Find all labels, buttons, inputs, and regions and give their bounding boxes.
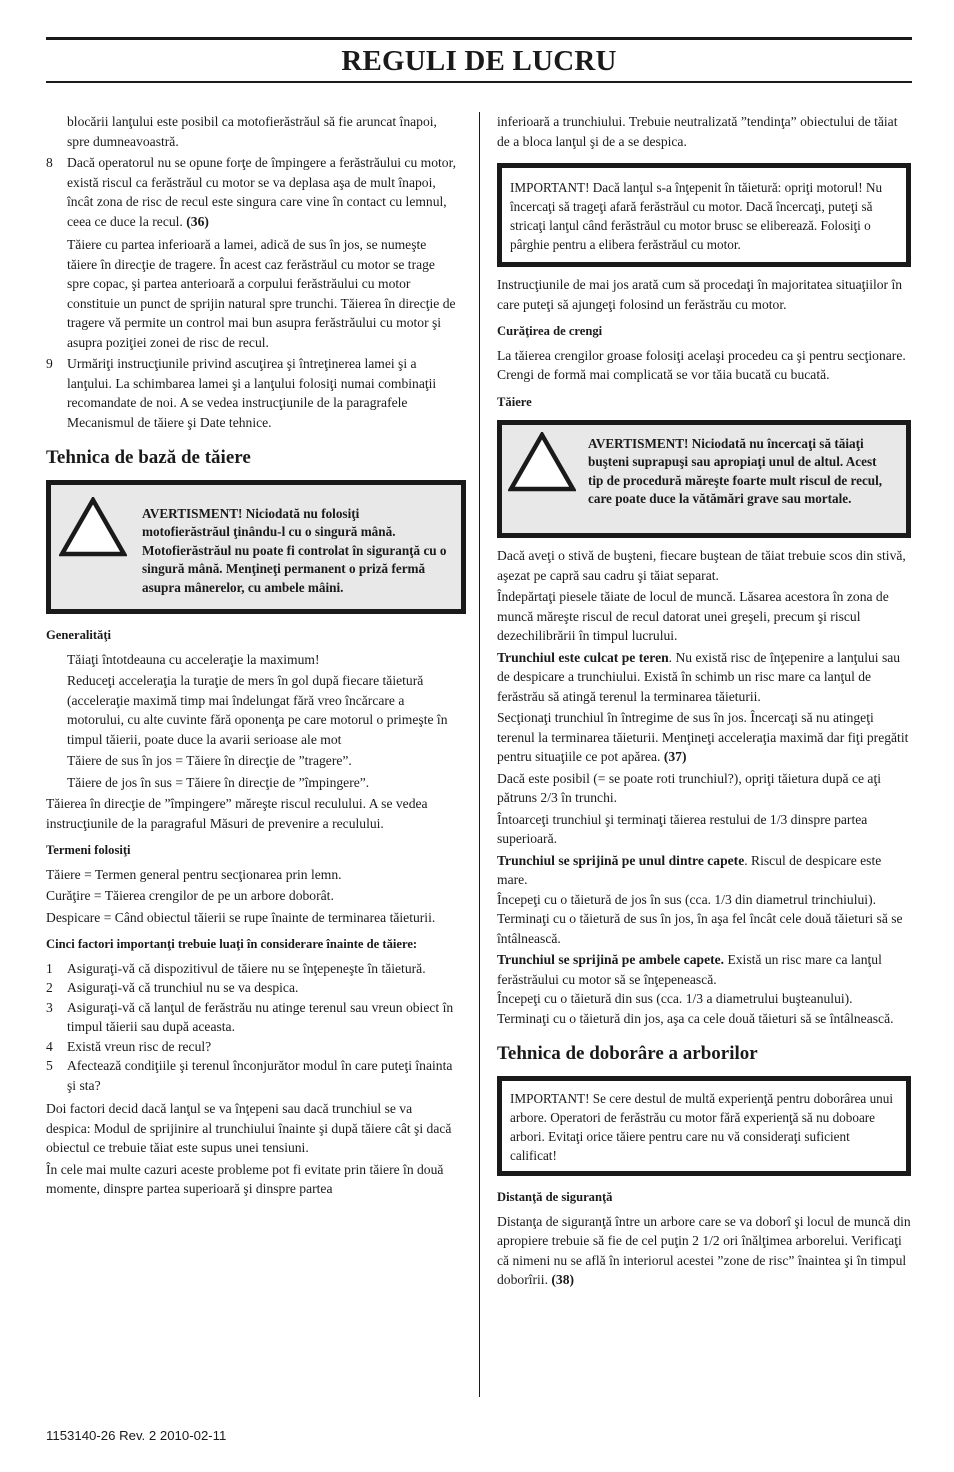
warning-triangle-icon xyxy=(59,497,127,557)
list-item-8 xyxy=(46,153,458,231)
figure-reference: (37) xyxy=(663,749,687,764)
stack-paragraph: Dacă aveţi o stivă de buşteni, fiecare buştean de tăiat trebuie scos din stivă, aşezat pe capră sau cadru şi tăiat separat. xyxy=(497,548,906,583)
column-divider xyxy=(479,112,480,1397)
instructions-paragraph: Instrucţiunile de mai jos arată cum să procedaţi în majoritatea situaţiilor în care puteţi să ajungeţi folosind un ferăstrău cu motor. xyxy=(497,277,903,312)
roll-paragraph: Dacă este posibil (= se poate roti trunchiul?), opriţi tăietura după ce aţi pătruns 2/3 în trunchi. xyxy=(497,770,881,805)
subheading-cutting: Tăiere xyxy=(497,394,532,409)
section-heading-basic-cutting: Tehnica de bază de tăiere xyxy=(46,447,251,468)
both-ends-step: Începeţi cu o tăietură din sus (cca. 1/3 a diametrului buşteanului). xyxy=(497,991,853,1006)
turn-paragraph: Întoarceţi trunchiul şi terminaţi tăierea restului de 1/3 dinspre partea superioară. xyxy=(497,811,868,846)
paragraph-text: . Nu există risc de înţepenire a lanţului sau de despicare a trunchiului. Există în schimb un risc mare ca lanţul de ferăstrău să atingă terenul la terminarea tăieturii. xyxy=(497,649,901,704)
bold-lead: Trunchiul se sprijină pe ambele capete. xyxy=(497,952,725,967)
distance-paragraph xyxy=(497,1212,911,1290)
list-text: Asiguraţi-vă că dispozitivul de tăiere nu se înţepeneşte în tăietură. xyxy=(67,960,426,976)
continued-paragraph: inferioară a trunchiului. Trebuie neutralizată ”tendinţa” obiectului de tăiat de a bloca lanţul şi de a se despica. xyxy=(497,114,898,149)
warning-triangle-icon xyxy=(508,432,576,492)
list-item xyxy=(46,1056,458,1095)
left-column xyxy=(46,112,458,1201)
header-rule-bottom xyxy=(46,81,912,83)
term-item: Tăiere = Termen general pentru secţionarea prin lemn. xyxy=(46,866,342,882)
general-item: Tăierea în direcţie de ”împingere” măreşte riscul reculului. A se vedea instrucţiunile de la paragraful Măsuri de prevenire a reculului. xyxy=(46,796,428,831)
subheading-branches: Curăţirea de crengi xyxy=(497,324,603,338)
important-text: IMPORTANT! Se cere destul de multă experienţă pentru doborârea unui arbore. Operatori de ferăstrău cu motor fără experienţă să nu doboare arbori. Evitaţi orice tăiere pentru care nu vă consideraţi suficient calificat! xyxy=(510,1091,894,1163)
list-text: Există vreun risc de recul? xyxy=(67,1038,212,1054)
section-heading-felling: Tehnica de doborâre a arborilor xyxy=(497,1043,758,1064)
one-end-step: Terminaţi cu o tăietură de sus în jos, în aşa fel încât cele două tăieturi să se întâlnească. xyxy=(497,911,903,946)
section-paragraph xyxy=(497,708,911,767)
right-column xyxy=(497,112,911,1292)
list-number: 9 xyxy=(46,356,53,371)
important-box xyxy=(497,163,911,267)
list-number: 8 xyxy=(46,155,53,170)
most-cases-paragraph: În cele mai multe cazuri aceste probleme pot fi evitate prin tăiere în două momente, dinspre partea superioară şi dinspre partea xyxy=(46,1161,444,1196)
warning-box xyxy=(497,420,911,538)
term-item: Despicare = Când obiectul tăierii se rupe înainte de terminarea tăieturii. xyxy=(46,909,436,925)
list-item xyxy=(46,959,458,979)
list-number: 5 xyxy=(46,1058,53,1073)
list-number: 3 xyxy=(46,999,53,1015)
branches-paragraph: Crengi de formă mai complicată se vor tăia bucată cu bucată. xyxy=(497,367,830,382)
paragraph-text: . Riscul de despicare este mare. xyxy=(497,852,882,887)
subheading-five-factors: Cinci factori importanţi trebuie luaţi în considerare înainte de tăiere: xyxy=(46,937,418,951)
paragraph-text: Există un risc mare ca lanţul ferăstrăului cu motor să se înţepenească. xyxy=(497,952,882,987)
intro-paragraph: blocării lanţului este posibil ca motofierăstrăul să fie aruncat înapoi, spre dumneavoastră. xyxy=(67,114,437,149)
ground-paragraph xyxy=(497,648,911,707)
figure-reference: (38) xyxy=(551,1272,575,1287)
general-item: Tăiere de jos în sus = Tăiere în direcţie de ”împingere”. xyxy=(67,774,370,790)
figure-reference: (36) xyxy=(186,213,209,229)
paragraph-text: Secţionaţi trunchiul în întregime de sus în jos. Încercaţi să nu atingeţi terenul la terminarea tăieturii. Menţineţi acceleraţia maximă dar fiţi pregătit pentru situaţiile ce pot apărea. xyxy=(497,710,909,764)
list-text: Dacă operatorul nu se opune forţe de împingere a ferăstrăului cu motor, există riscul ca ferăstrăul cu motor se va deplasa aşa de mult înapoi, încât zona de risc de recul este singura care vine în contact cu lemnul, ceea ce duce la recul. xyxy=(67,155,456,229)
subheading-safety-distance: Distanţă de siguranţă xyxy=(497,1190,613,1204)
list-item-9 xyxy=(46,354,458,432)
both-ends-paragraph xyxy=(497,950,911,989)
header-rule-top xyxy=(46,37,912,40)
general-item: Reduceţi acceleraţia la turaţie de mers în gol după fiecare tăietură (acceleraţie maximă timp mai îndelungat fără vreo încărcare a motorului, cu alte cuvinte fără oponenţa pe care motorul o primeşte în timpul tăierii, poate duce la avarii serioase ale mot xyxy=(67,673,448,747)
both-ends-step: Terminaţi cu o tăietură din jos, aşa ca cele două tăieturi să se întâlnească. xyxy=(497,1010,894,1026)
page-title: REGULI DE LUCRU xyxy=(341,45,617,77)
pull-cutting-paragraph: Tăiere cu partea inferioară a lamei, adică de sus în jos, se numeşte tăiere în direcţie de tragere. În acest caz ferăstrăul cu motor se trage spre copac, şi partea anterioară a corpului ferăstrăului cu motor constituie un punct de sprijin natural spre trunchi. Tăierea în direcţie de tragere vă permite un control mai bun asupra ferăstrăului cu motor şi asupra poziţiei zonei de risc de recul. xyxy=(67,237,456,350)
subheading-general: Generalităţi xyxy=(46,628,112,642)
remove-paragraph: Îndepărtaţi piesele tăiate de locul de muncă. Lăsarea acestora în zona de muncă măreşte riscul de recul datorat unei greşeli, precum şi riscul dezechilibrării în timpul lucrului. xyxy=(497,589,889,643)
general-item: Tăiaţi întotdeauna cu acceleraţie la maximum! xyxy=(67,651,320,667)
two-factors-paragraph: Doi factori decid dacă lanţul se va înţepeni sau dacă trunchiul se va despica: Modul de sprijinire al trunchiului înainte şi după tăiere cât şi dacă obiectul ce trebuie tăiat este supus unei tensiuni. xyxy=(46,1101,452,1155)
list-text: Afectează condiţiile şi terenul înconjurător modul în care puteţi înainta şi sta? xyxy=(67,1058,453,1093)
important-box xyxy=(497,1076,911,1176)
important-text: IMPORTANT! Dacă lanţul s-a înţepenit în tăietură: opriţi motorul! Nu încercaţi să trageţi afară ferăstrăul cu motor. Dacă încercaţi, puteţi să stricaţi lanţul când ferăstrăul cu motor brusc se eliberează. Folosiţi o pârghie pentru a elibera ferăstrăul cu motor. xyxy=(510,180,883,252)
list-number: 1 xyxy=(46,960,53,976)
warning-text: AVERTISMENT! Niciodată nu folosiţi motofierăstrăul ţinându-l cu o singură mână. Motofierăstrăul nu poate fi controlat în siguranţă cu o singură mână. Menţineţi permanent o priză fermă asupra mânerelor, cu ambele mâini. xyxy=(142,506,447,595)
bold-lead: Trunchiul se sprijină pe unul dintre capete xyxy=(497,852,745,868)
list-item xyxy=(46,1037,458,1057)
one-end-step: Începeţi cu o tăietură de jos în sus (cca. 1/3 din diametrul trinchiului). xyxy=(497,891,876,907)
bold-lead: Trunchiul este culcat pe teren xyxy=(497,649,669,665)
footer-revision: 1153140-26 Rev. 2 2010-02-11 xyxy=(46,1428,227,1443)
one-end-paragraph xyxy=(497,851,911,890)
general-item: Tăiere de sus în jos = Tăiere în direcţie de ”tragere”. xyxy=(67,753,352,768)
list-text: Asiguraţi-vă că trunchiul nu se va despica. xyxy=(67,980,299,995)
list-text: Asiguraţi-vă că lanţul de ferăstrău nu atinge terenul sau vreun obiect în timpul tăierii sau după aceasta. xyxy=(67,999,454,1034)
warning-text: AVERTISMENT! Niciodată nu încercaţi să tăiaţi buşteni suprapuşi sau apropiaţi unul de altul. Acest tip de procedură măreşte foarte mult riscul de recul, care poate duce la vătămări grave sau mortale. xyxy=(588,436,883,507)
list-item xyxy=(46,998,458,1037)
subheading-terms: Termeni folosiţi xyxy=(46,843,131,857)
paragraph-text: Distanţa de siguranţă între un arbore care se va doborî şi locul de muncă din apropiere trebuie să fie de cel puţin 2 1/2 ori înălţimea arborelui. Verificaţi că nimeni nu se află în interiorul acestei ”zone de risc” înaintea şi în timpul doborîrii. xyxy=(497,1213,911,1287)
list-text: Urmăriţi instrucţiunile privind ascuţirea şi întreţinerea lamei şi a lanţului. La schimbarea lamei şi a lanţului folosiţi numai combinaţii recomandate de noi. A se vedea instrucţiunile de la paragrafele Mecanismul de tăiere şi Date tehnice. xyxy=(67,356,437,430)
branches-paragraph: La tăierea crengilor groase folosiţi acelaşi procedeu ca şi pentru secţionare. xyxy=(497,347,906,363)
list-number: 4 xyxy=(46,1038,53,1054)
list-item xyxy=(46,978,458,998)
list-number: 2 xyxy=(46,980,53,995)
warning-box xyxy=(46,480,466,614)
term-item: Curăţire = Tăierea crengilor de pe un arbore doborât. xyxy=(46,888,334,903)
